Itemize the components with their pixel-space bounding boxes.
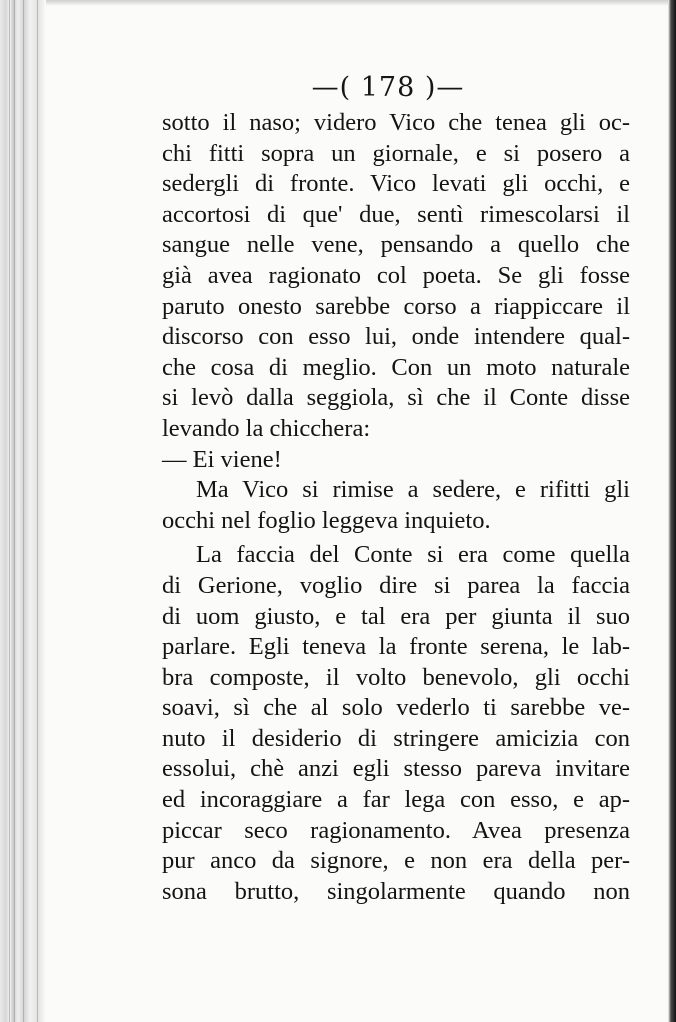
page-number-header: —( 178 )— — [311, 72, 465, 103]
text-line: chi fitti sopra un giornale, e si posero a — [162, 139, 630, 167]
text-line: piccar seco ragionamento. Avea presenza — [162, 816, 630, 844]
text-line: di Gerione, voglio dire si parea la faccia — [162, 571, 630, 599]
text-line: occhi nel foglio leggeva inquieto. — [162, 506, 491, 534]
text-line: sangue nelle vene, pensando a quello che — [162, 231, 630, 259]
text-line: Ma Vico si rimise a sedere, e rifitti gli — [196, 476, 630, 504]
text-line: bra composte, il volto benevolo, gli occhi — [162, 663, 630, 691]
text-line: nuto il desiderio di stringere amicizia con — [162, 724, 630, 752]
gutter-line — [9, 0, 10, 1022]
text-line: ed incoraggiare a far lega con esso, e ap- — [162, 786, 630, 814]
page-gutter — [0, 0, 46, 1022]
page-top-edge — [0, 0, 676, 6]
gutter-line — [37, 0, 38, 1022]
text-line: sona brutto, singolarmente quando non — [162, 877, 630, 905]
text-line: paruto onesto sarebbe corso a riappiccare il — [162, 292, 630, 320]
text-line: sotto il naso; videro Vico che tenea gli oc- — [162, 109, 630, 136]
dialogue-line: — Ei viene! — [162, 445, 282, 473]
gutter-line — [14, 0, 15, 1022]
text-line: parlare. Egli teneva la fronte serena, le lab- — [162, 633, 630, 661]
text-line: sedergli di fronte. Vico levati gli occhi, e — [162, 170, 630, 198]
text-line: che cosa di meglio. Con un moto naturale — [162, 353, 630, 381]
text-line: già avea ragionato col poeta. Se gli fosse — [162, 261, 630, 289]
text-line: accortosi di que' due, sentì rimescolarsi il — [162, 200, 630, 228]
body-text — [162, 108, 630, 907]
gutter-line — [23, 0, 24, 1022]
text-line: levando la chicchera: — [162, 414, 371, 442]
text-line: La faccia del Conte si era come quella — [196, 541, 630, 569]
text-line: discorso con esso lui, onde intendere qual- — [162, 323, 630, 351]
text-line: essolui, chè anzi egli stesso pareva invitare — [162, 755, 630, 783]
text-line: di uom giusto, e tal era per giunta il suo — [162, 602, 630, 630]
text-line: soavi, sì che al solo vederlo ti sarebbe ve- — [162, 694, 630, 722]
text-line: pur anco da signore, e non era della per- — [162, 847, 630, 875]
text-line: si levò dalla seggiola, sì che il Conte disse — [162, 384, 630, 412]
page-right-edge — [668, 0, 676, 1022]
